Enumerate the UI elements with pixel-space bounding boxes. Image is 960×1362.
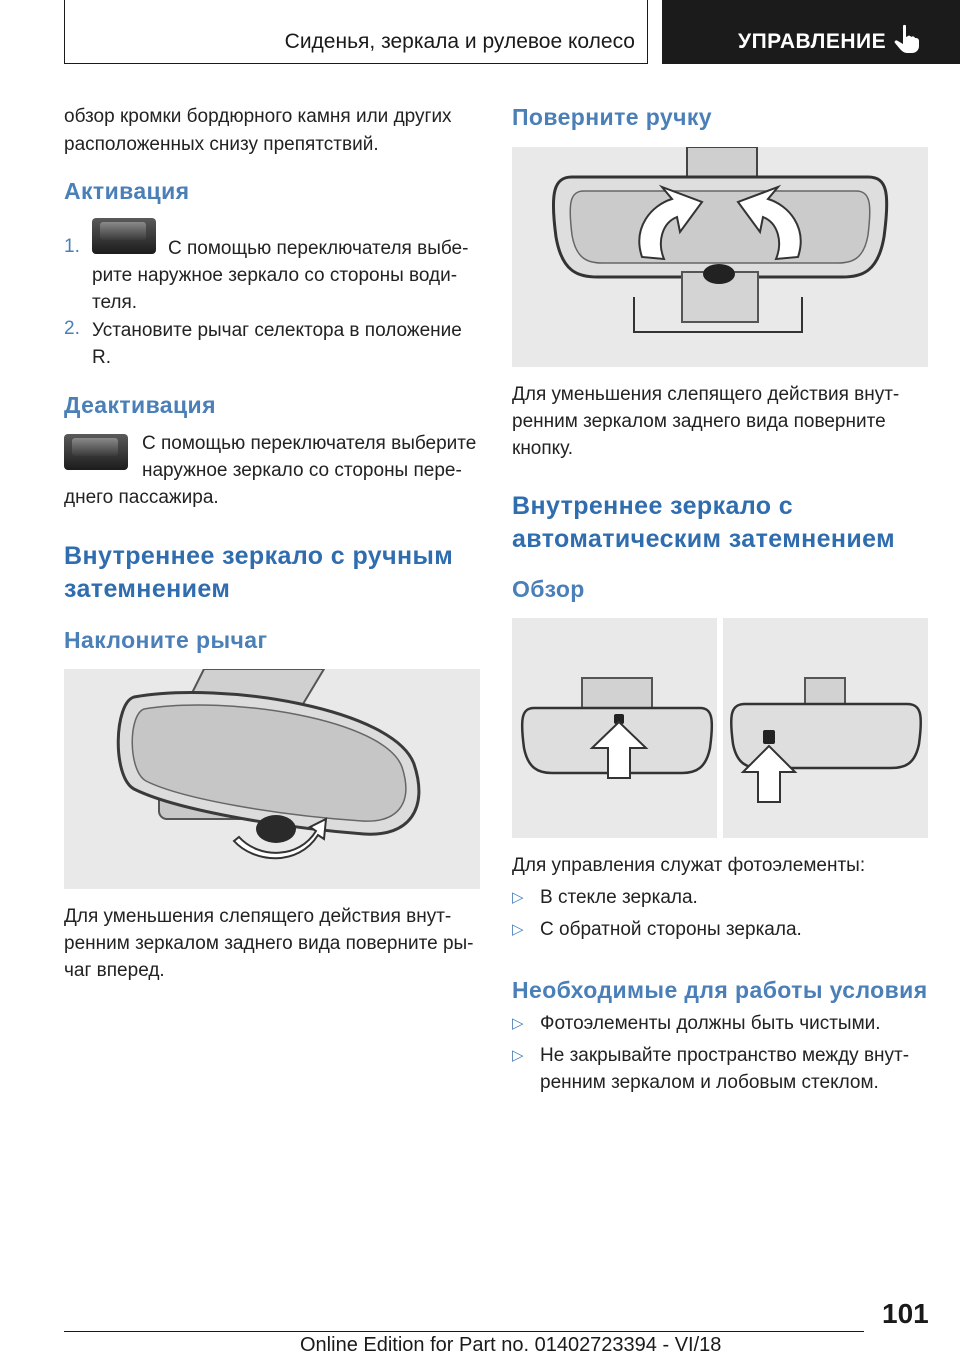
turn-text-line1: Для уменьшения слепящего действия внут- xyxy=(512,384,900,405)
tilt-text-line3: чаг вперед. xyxy=(64,960,165,981)
bullet-arrow-icon: ▷ xyxy=(512,921,524,938)
edition-text: Online Edition for Part no. 01402723394 - VI/18 xyxy=(300,1334,722,1356)
header-chapter-title: УПРАВЛЕНИЕ xyxy=(738,30,887,53)
photocell-glass-figure xyxy=(512,618,717,838)
header-section-box xyxy=(64,0,648,64)
bullet-arrow-icon: ▷ xyxy=(512,1047,524,1064)
step2-number: 2. xyxy=(64,318,80,339)
overview-heading: Обзор xyxy=(512,576,585,602)
mirror-switch-passenger-icon xyxy=(64,434,128,470)
tilt-text-line2: ренним зеркалом заднего вида поверните ры- xyxy=(64,933,474,954)
manual-mirror-heading-line2: затемнением xyxy=(64,575,231,603)
bullet-arrow-icon: ▷ xyxy=(512,889,524,906)
tilt-lever-heading: Наклоните рычаг xyxy=(64,627,268,653)
auto-mirror-heading-line2: автоматическим затемнением xyxy=(512,525,896,553)
mirror-switch-icon xyxy=(92,218,156,254)
auto-mirror-heading-line1: Внутреннее зеркало с xyxy=(512,492,794,520)
conditions-heading: Необходимые для работы условия xyxy=(512,977,928,1003)
deactivation-heading: Деактивация xyxy=(64,392,216,418)
step1-number: 1. xyxy=(64,236,80,257)
page-number: 101 xyxy=(882,1298,929,1329)
step1-text-line3: теля. xyxy=(92,292,138,313)
condition-item-2-line1: Не закрывайте пространство между внут- xyxy=(540,1045,910,1066)
turn-knob-heading: Поверните ручку xyxy=(512,104,712,130)
intro-text-line2: расположенных снизу препятствий. xyxy=(64,134,379,155)
sensor-item-1: В стекле зеркала. xyxy=(540,887,698,908)
sensors-text: Для управления служат фотоэлементы: xyxy=(512,855,866,876)
step2-text-line2: R. xyxy=(92,347,111,368)
header-section-title: Сиденья, зеркала и рулевое колесо xyxy=(284,30,635,53)
bullet-arrow-icon: ▷ xyxy=(512,1015,524,1032)
photocell-back-figure xyxy=(723,618,928,838)
intro-text-line1: обзор кромки бордюрного камня или других xyxy=(64,106,452,127)
pointing-hand-icon xyxy=(894,24,920,54)
turn-text-line2: ренним зеркалом заднего вида поверните xyxy=(512,411,886,432)
manual-mirror-lever-figure xyxy=(64,669,480,889)
condition-item-2-line2: ренним зеркалом и лобовым стеклом. xyxy=(540,1072,879,1093)
header-chapter-box[interactable] xyxy=(662,0,960,64)
turn-text-line3: кнопку. xyxy=(512,438,574,459)
condition-item-1: Фотоэлементы должны быть чистыми. xyxy=(540,1013,881,1034)
activation-heading: Активация xyxy=(64,178,190,204)
step1-text-line2: рите наружное зеркало со стороны води- xyxy=(92,265,458,286)
tilt-text-line1: Для уменьшения слепящего действия внут- xyxy=(64,906,452,927)
turn-knob-figure xyxy=(512,147,928,367)
deactivation-text-line3: днего пассажира. xyxy=(64,487,219,508)
step1-text-line1: С помощью переключателя выбе- xyxy=(168,238,469,259)
footer-rule xyxy=(64,1331,864,1332)
step2-text-line1: Установите рычаг селектора в положение xyxy=(92,320,462,341)
deactivation-text-line1: С помощью переключателя выберите xyxy=(142,433,477,454)
sensor-item-2: С обратной стороны зеркала. xyxy=(540,919,802,940)
deactivation-text-line2: наружное зеркало со стороны пере- xyxy=(142,460,462,481)
manual-mirror-heading-line1: Внутреннее зеркало с ручным xyxy=(64,542,454,570)
